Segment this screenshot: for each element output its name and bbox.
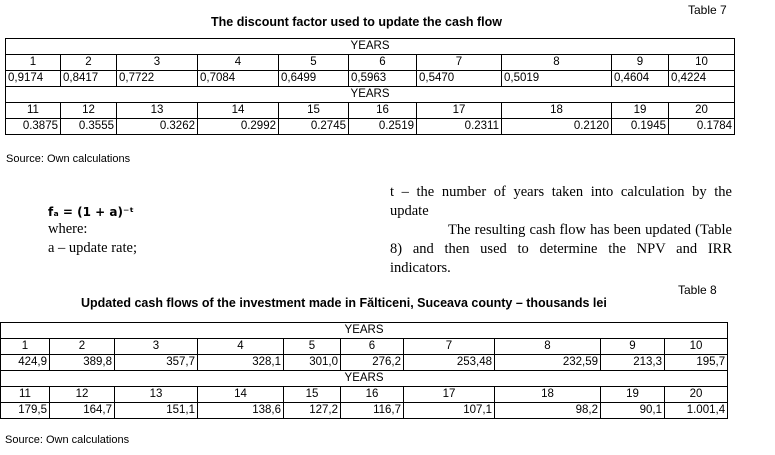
table7-year-cell: 5: [279, 55, 349, 71]
table8-value-cell: 138,6: [198, 403, 284, 419]
table8-years-header-2: YEARS: [1, 371, 728, 387]
table8-year-cell: 5: [284, 339, 341, 355]
table7-year-cell: 9: [612, 55, 669, 71]
table7-years-header: YEARS: [6, 39, 735, 55]
table7-value-cell: 0.2745: [279, 119, 349, 135]
table8-value-cell: 179,5: [1, 403, 50, 419]
table8-year-cell: 16: [341, 387, 404, 403]
table7-year-cell: 4: [198, 55, 279, 71]
table7-value-cell: 0.3262: [117, 119, 198, 135]
table7-value-cell: 0,4224: [669, 71, 735, 87]
table8-year-cell: 1: [1, 339, 50, 355]
table7-year-cell: 7: [417, 55, 502, 71]
table8-years-header: YEARS: [1, 323, 728, 339]
table8-value-cell: 98,2: [495, 403, 601, 419]
table8-year-cell: 4: [198, 339, 284, 355]
table7-value-cell: 0.2120: [502, 119, 612, 135]
table7-value-cell: 0.2311: [417, 119, 502, 135]
table8-year-cell: 20: [665, 387, 728, 403]
table7-label: Table 7: [688, 3, 727, 17]
table7-year-cell: 8: [502, 55, 612, 71]
table7-year-cell: 3: [117, 55, 198, 71]
table8-value-cell: 107,1: [404, 403, 495, 419]
table8-value-cell: 389,8: [50, 355, 115, 371]
table7-value-cell: 0.1945: [612, 119, 669, 135]
table8-value-cell: 357,7: [115, 355, 198, 371]
table7-discount-factors: [5, 38, 735, 135]
table8-source: Source: Own calculations: [5, 434, 130, 446]
update-rate-definition: a – update rate;: [48, 240, 137, 256]
table8-value-cell: 232,59: [495, 355, 601, 371]
table7-value-cell: 0,5963: [349, 71, 417, 87]
table8-year-cell: 18: [495, 387, 601, 403]
table7-value-cell: 0.2992: [198, 119, 279, 135]
table7-source: Source: Own calculations: [6, 153, 131, 165]
table8-label: Table 8: [678, 283, 717, 297]
cash-flow-paragraph: The resulting cash flow has been updated (Table 8) and then used to determine the NPV and IRR indicators.: [390, 222, 732, 276]
table8-year-cell: 17: [404, 387, 495, 403]
table8-value-cell: 328,1: [198, 355, 284, 371]
table7-year-cell: 18: [502, 103, 612, 119]
table7-year-cell: 17: [417, 103, 502, 119]
table7-value-cell: 0,5019: [502, 71, 612, 87]
table7-years-header-2: YEARS: [6, 87, 735, 103]
table7-value-cell: 0,5470: [417, 71, 502, 87]
table7-year-cell: 19: [612, 103, 669, 119]
table8-year-cell: 15: [284, 387, 341, 403]
table8-value-cell: 127,2: [284, 403, 341, 419]
table8-value-cell: 213,3: [601, 355, 665, 371]
table7-value-cell: 0,6499: [279, 71, 349, 87]
table8-title: Updated cash flows of the investment made in Fălticeni, Suceava county – thousands lei: [81, 296, 607, 310]
table8-year-cell: 11: [1, 387, 50, 403]
table7-value-cell: 0,7084: [198, 71, 279, 87]
table7-value-cell: 0,9174: [6, 71, 61, 87]
table8-year-cell: 6: [341, 339, 404, 355]
table8-year-cell: 13: [115, 387, 198, 403]
table7-value-cell: 0,4604: [612, 71, 669, 87]
table7-year-cell: 14: [198, 103, 279, 119]
table8-value-cell: 151,1: [115, 403, 198, 419]
table8-year-cell: 7: [404, 339, 495, 355]
table8-year-cell: 3: [115, 339, 198, 355]
t-definition: t – the number of years taken into calculation by the update: [390, 184, 732, 219]
table7-year-cell: 2: [61, 55, 117, 71]
table7-year-cell: 1: [6, 55, 61, 71]
table8-value-cell: 276,2: [341, 355, 404, 371]
table8-updated-cash-flows: [0, 322, 728, 419]
table8-value-cell: 116,7: [341, 403, 404, 419]
table8-year-cell: 10: [665, 339, 728, 355]
table8-year-cell: 12: [50, 387, 115, 403]
table7-year-cell: 10: [669, 55, 735, 71]
table7-year-cell: 6: [349, 55, 417, 71]
table7-year-cell: 15: [279, 103, 349, 119]
table7-value-cell: 0,7722: [117, 71, 198, 87]
table7-year-cell: 20: [669, 103, 735, 119]
table7-value-cell: 0,8417: [61, 71, 117, 87]
table8-year-cell: 9: [601, 339, 665, 355]
where-label: where:: [48, 221, 88, 237]
table8-year-cell: 2: [50, 339, 115, 355]
table8-value-cell: 164,7: [50, 403, 115, 419]
table7-value-cell: 0.3875: [6, 119, 61, 135]
table8-year-cell: 19: [601, 387, 665, 403]
table8-value-cell: 90,1: [601, 403, 665, 419]
table7-title: The discount factor used to update the cash flow: [211, 15, 502, 29]
table8-year-cell: 14: [198, 387, 284, 403]
table7-value-cell: 0.2519: [349, 119, 417, 135]
table8-year-cell: 8: [495, 339, 601, 355]
table8-value-cell: 301,0: [284, 355, 341, 371]
table7-value-cell: 0.1784: [669, 119, 735, 135]
table8-value-cell: 1.001,4: [665, 403, 728, 419]
table7-year-cell: 16: [349, 103, 417, 119]
table7-year-cell: 12: [61, 103, 117, 119]
table8-value-cell: 253,48: [404, 355, 495, 371]
table7-year-cell: 11: [6, 103, 61, 119]
table7-value-cell: 0.3555: [61, 119, 117, 135]
discount-formula: fₐ = (1 + a)⁻ᵗ: [48, 205, 134, 219]
table7-year-cell: 13: [117, 103, 198, 119]
table8-value-cell: 424,9: [1, 355, 50, 371]
table8-value-cell: 195,7: [665, 355, 728, 371]
